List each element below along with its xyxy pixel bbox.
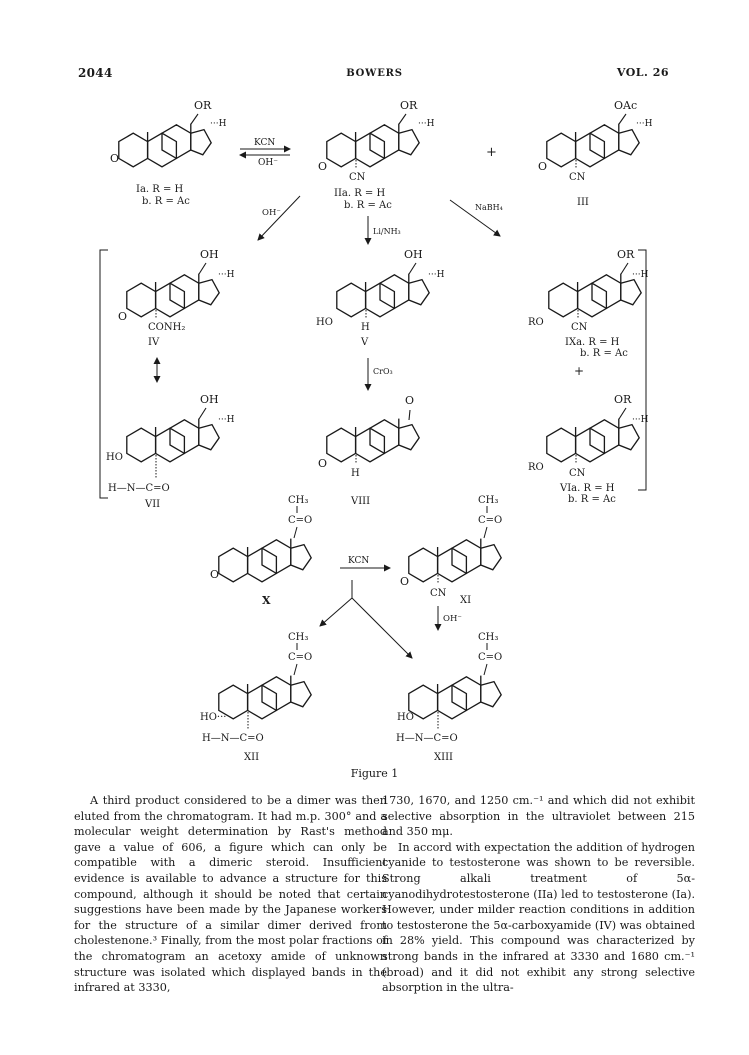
compound-V-label: V: [361, 337, 369, 348]
compound-VI-label-b: b. R = Ac: [568, 494, 616, 505]
compound-VI-substituent: OR: [614, 393, 632, 406]
compound-I-hydrogen: ···H: [210, 119, 227, 129]
compound-IV-label: IV: [148, 337, 160, 348]
compound-XII-hydroxyl: HO···: [200, 712, 227, 723]
reagent-nabh4: NaBH₄: [475, 203, 503, 212]
compound-VII-hydrogen: ···H: [218, 415, 235, 425]
compound-XIII-label: XIII: [434, 752, 453, 763]
compound-X-carbonyl: C=O: [288, 515, 313, 526]
compound-IX-substituent: OR: [617, 248, 635, 261]
compound-I: [110, 99, 227, 207]
compound-VII-lactam: H—N—C=O: [108, 483, 170, 494]
compound-I-label-a: Ia. R = H: [136, 184, 184, 195]
equilibrium-arrows: [240, 138, 290, 168]
compound-IX-cyano: CN: [571, 322, 588, 333]
reagent-kcn-top: KCN: [254, 138, 276, 148]
compound-XI-methyl: CH₃: [478, 495, 499, 506]
paragraph-hydrogen-cyanide: In accord with expectation the addition of hydrogen cyanide to testosterone was shown to be reversible. Strong alkali treatment of 5α-cyanodihydrotestosterone (IIa) led to testosterone (Ia). However, under milder reaction conditions in addition to testosterone the 5α-carboxyamide (IV) was obtained in 28% yield. This compound was characterized by strong bands in the infrared at 3330 and 1680 cm.⁻¹ (broad) and it did not exhibit any strong selective absorption in the ultra-: [382, 840, 695, 995]
compound-XII-methyl: CH₃: [288, 632, 309, 643]
compound-V: [316, 248, 445, 348]
compound-VIII-ketone-17: O: [405, 394, 415, 407]
compound-VI-label-a: VIa. R = H: [560, 483, 615, 494]
compound-I-substituent: OR: [194, 99, 212, 112]
compound-IX-plus: +: [574, 364, 585, 378]
paragraph-continuation: 1730, 1670, and 1250 cm.⁻¹ and which did not exhibit selective absorption in the ultraviolet between 215 and 350 mμ.: [382, 794, 695, 839]
reagent-oh-left: OH⁻: [262, 208, 281, 218]
compound-I-label-b: b. R = Ac: [142, 196, 190, 207]
compound-III-ketone: O: [538, 160, 548, 173]
compound-XII-label: XII: [244, 752, 260, 763]
compound-IX-label-b: b. R = Ac: [580, 348, 628, 359]
compound-IV: [118, 248, 235, 348]
compound-XIII-lactam: H—N—C=O: [396, 733, 458, 744]
compound-V-hydrogen-5: H: [361, 322, 370, 333]
compound-VIII: [318, 394, 419, 507]
compound-XII-lactam: H—N—C=O: [202, 733, 264, 744]
paragraph-dimer: A third product considered to be a dimer was then eluted from the chromatogram. It had m.p. 300° and a molecular weight determination by Rast's method gave a value of 606, a figure which can only be compatible with a dimeric steroid. Insufficient evidence is available to advance a structure for this compound, although it should be noted that certain suggestions have been made by the Japanese workers for the structure of a similar dimer derived from cholestenone.³ Finally, from the most polar fractions of the chromatogram an acetoxy amide of unknown structure was isolated which displayed bands in the infrared at 3330,: [74, 794, 387, 995]
compound-X-ketone: O: [210, 568, 220, 581]
compound-III: [538, 99, 653, 208]
compound-I-ketone: O: [110, 152, 120, 165]
compound-II-label-b: b. R = Ac: [344, 200, 392, 211]
compound-VII-hydroxyl: HO: [106, 452, 123, 463]
compound-V-hydroxyl: HO: [316, 317, 333, 328]
reagent-kcn-bottom: KCN: [348, 556, 370, 566]
page-number: 2044: [78, 66, 113, 80]
compound-VI-ether: RO: [528, 462, 544, 473]
compound-VI-cyano: CN: [569, 468, 586, 479]
plus-sign-top: +: [486, 145, 497, 160]
compound-VIII-hydrogen-5: H: [351, 468, 360, 479]
compound-XI: [400, 495, 502, 606]
compound-III-cyano: CN: [569, 172, 586, 183]
compound-IX-label-a: IXa. R = H: [565, 337, 620, 348]
compound-V-substituent: OH: [404, 248, 423, 261]
arrows-row2-row3: [157, 358, 393, 390]
reagent-oh-reverse: OH⁻: [258, 158, 278, 168]
compound-VIII-label: VIII: [351, 496, 371, 507]
compound-XI-cyano: CN: [430, 588, 447, 599]
compound-X-methyl: CH₃: [288, 495, 309, 506]
compound-II-substituent: OR: [400, 99, 418, 112]
compound-XIII-carbonyl: C=O: [478, 652, 503, 663]
reagent-oh-bottom: OH⁻: [443, 614, 462, 624]
compound-XII: [200, 632, 312, 763]
body-column-right: [382, 793, 695, 996]
compound-IX: [528, 248, 649, 378]
compound-VII: [106, 393, 235, 510]
body-column-left: [74, 793, 387, 996]
compound-IX-hydrogen: ···H: [632, 270, 649, 280]
compound-IV-hydrogen: ···H: [218, 270, 235, 280]
figure-caption: Figure 1: [350, 767, 399, 780]
reagent-li-nh3: Li/NH₃: [373, 227, 401, 236]
compound-XIII-hydroxyl: HO: [397, 712, 414, 723]
compound-II-ketone: O: [318, 160, 328, 173]
compound-II-label-a: IIa. R = H: [334, 188, 386, 199]
compound-III-substituent: OAc: [614, 99, 638, 112]
kcn-arrow: [340, 556, 390, 568]
compound-III-hydrogen: ···H: [636, 119, 653, 129]
compound-IV-amide: CONH₂: [148, 322, 186, 333]
compound-VII-label: VII: [145, 499, 161, 510]
compound-III-label: III: [577, 197, 589, 208]
compound-XIII: [396, 632, 502, 763]
compound-VII-substituent: OH: [200, 393, 219, 406]
compound-VI-hydrogen: ···H: [632, 415, 649, 425]
compound-IX-ether: RO: [528, 317, 544, 328]
compound-II: [318, 99, 435, 211]
running-title: BOWERS: [346, 68, 403, 79]
volume-number: VOL. 26: [616, 66, 669, 79]
compound-XI-carbonyl: C=O: [478, 515, 503, 526]
compound-X-label: X: [262, 594, 271, 607]
reagent-cro3: CrO₃: [373, 367, 393, 376]
compound-XII-carbonyl: C=O: [288, 652, 313, 663]
compound-IV-substituent: OH: [200, 248, 219, 261]
compound-IV-ketone: O: [118, 310, 128, 323]
compound-XI-label: XI: [460, 595, 472, 606]
compound-II-hydrogen: ···H: [418, 119, 435, 129]
compound-XI-ketone: O: [400, 575, 410, 588]
compound-II-cyano: CN: [349, 172, 366, 183]
right-bracket: [638, 250, 646, 490]
compound-VIII-ketone-3: O: [318, 457, 328, 470]
compound-XIII-methyl: CH₃: [478, 632, 499, 643]
compound-V-hydrogen: ···H: [428, 270, 445, 280]
compound-VI: [528, 393, 649, 505]
compound-X: [210, 495, 312, 607]
